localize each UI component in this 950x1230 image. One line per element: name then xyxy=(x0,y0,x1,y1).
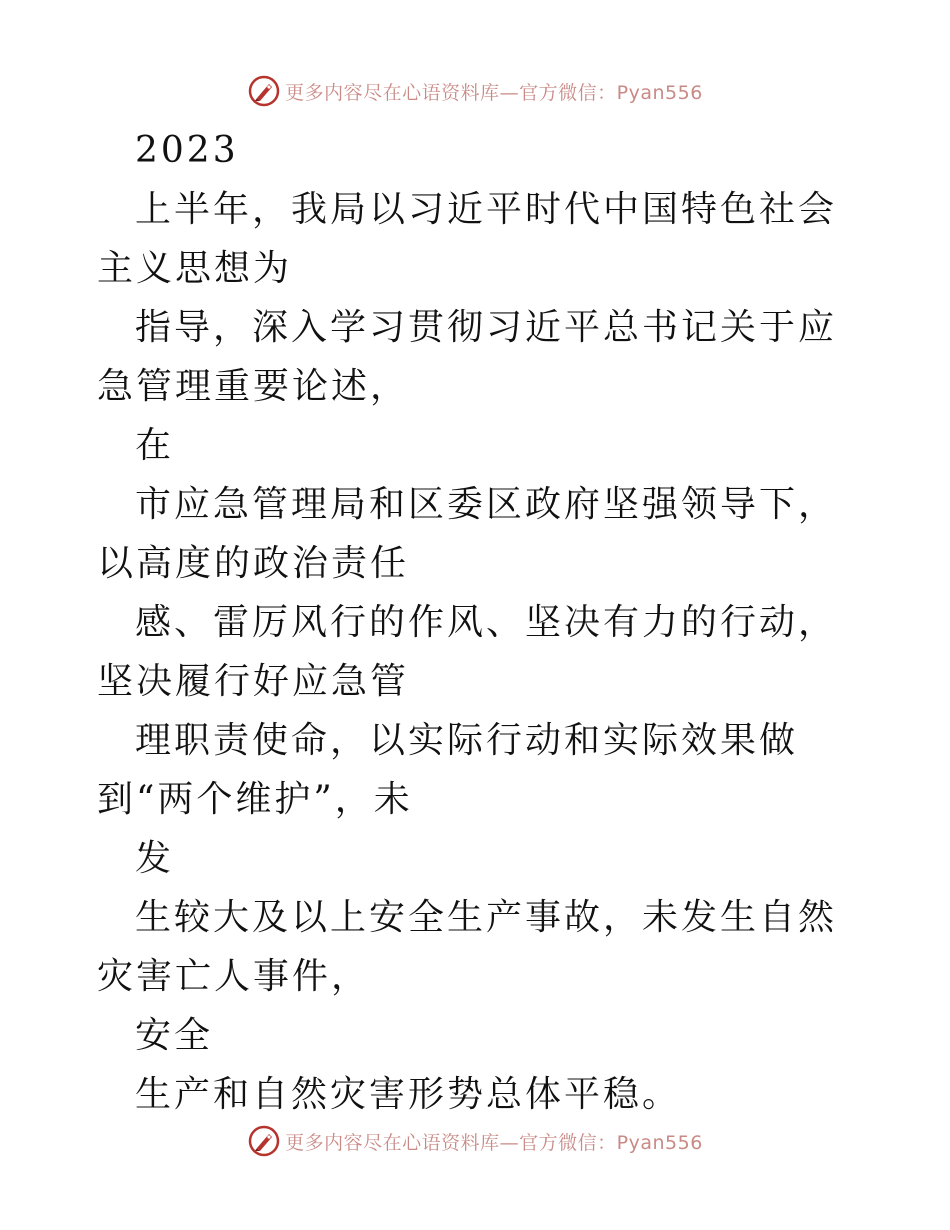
paragraph: 上半年，我局以习近平时代中国特色社会主义思想为 xyxy=(97,189,838,289)
document-body xyxy=(97,121,857,1124)
paragraph: 安全 xyxy=(135,1015,214,1056)
paragraph: 指导，深入学习贯彻习近平总书记关于应急管理重要论述， xyxy=(97,307,838,407)
footer-banner xyxy=(0,1119,950,1163)
paragraph: 感、雷厉风行的作风、坚决有力的行动，坚决履行好应急管 xyxy=(97,602,838,702)
paragraph: 理职责使命，以实际行动和实际效果做到“两个维护”，未 xyxy=(97,720,799,820)
header-banner-wechat: 官方微信：Pyan556 xyxy=(519,81,703,104)
header-banner-text xyxy=(285,78,703,105)
paragraph: 生较大及以上安全生产事故，未发生自然灾害亡人事件， xyxy=(97,897,838,997)
footer-banner-separator: — xyxy=(499,1131,520,1154)
paragraph: 市应急管理局和区委区政府坚强领导下，以高度的政治责任 xyxy=(97,484,838,584)
paragraph: 2023 xyxy=(135,130,239,171)
paragraph: 发 xyxy=(135,838,175,879)
header-banner-title: 更多内容尽在心语资料库 xyxy=(285,81,500,104)
pen-logo-icon xyxy=(247,1124,281,1158)
footer-banner-title: 更多内容尽在心语资料库 xyxy=(285,1131,500,1154)
pen-logo-icon xyxy=(247,74,281,108)
footer-banner-wechat: 官方微信：Pyan556 xyxy=(519,1131,703,1154)
header-banner-separator: — xyxy=(499,81,520,104)
footer-banner-text xyxy=(285,1128,703,1155)
paragraph: 生产和自然灾害形势总体平稳。 xyxy=(135,1074,682,1115)
paragraph: 在 xyxy=(135,425,175,466)
header-banner xyxy=(0,69,950,113)
